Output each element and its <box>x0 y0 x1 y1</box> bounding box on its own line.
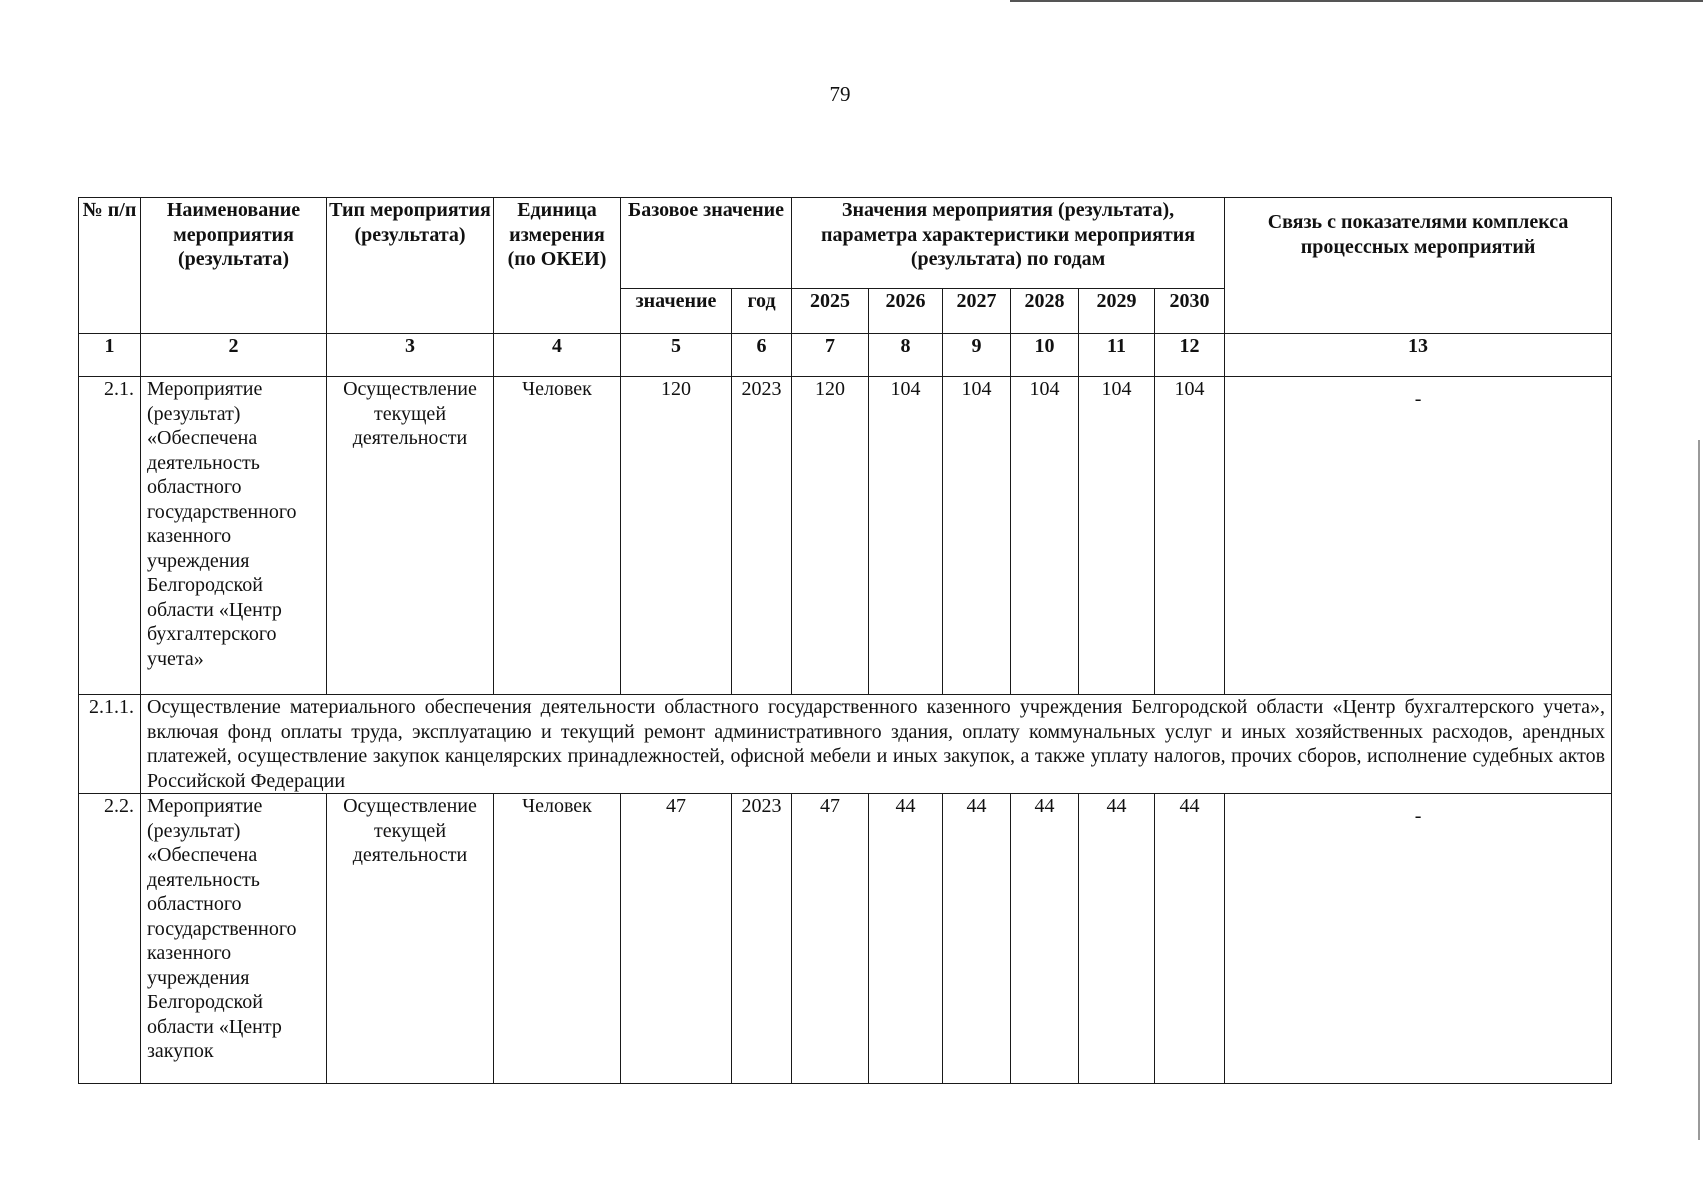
column-number: 6 <box>732 334 792 377</box>
table-row <box>79 695 1612 794</box>
value-2029: 44 <box>1079 794 1155 1084</box>
column-number: 7 <box>792 334 869 377</box>
row-number: 2.2. <box>79 794 141 1084</box>
header-year-2029: 2029 <box>1079 289 1155 334</box>
page-number: 79 <box>829 82 851 106</box>
column-number: 5 <box>621 334 732 377</box>
table-row <box>79 794 1612 1084</box>
column-number: 3 <box>327 334 494 377</box>
activity-type: Осуществление текущей деятельности <box>327 794 494 1084</box>
table-row <box>79 377 1612 695</box>
row-number: 2.1.1. <box>79 695 141 794</box>
value-2025: 120 <box>792 377 869 695</box>
header-values: Значения мероприятия (результата), параметра характеристики мероприятия (результата) по годам <box>792 198 1225 289</box>
header-link: Связь с показателями комплекса процессных мероприятий <box>1225 198 1612 334</box>
header-base-year: год <box>732 289 792 334</box>
scan-edge-line <box>1010 0 1703 2</box>
activity-description: Осуществление материального обеспечения деятельности областного государственного казенного учреждения Белгородской области «Центр бухгалтерского учета», включая фонд оплаты труда, эксплуатацию и текущий ремонт административного здания, оплату коммунальных услуг и иных хозяйственных расходов, арендных платежей, осуществление закупок канцелярских принадлежностей, офисной мебели и иных закупок, а также уплату налогов, прочих сборов, исполнение судебных актов Российской Федерации <box>141 695 1612 794</box>
value-2030: 104 <box>1155 377 1225 695</box>
header-base: Базовое значение <box>621 198 792 289</box>
value-2025: 47 <box>792 794 869 1084</box>
header-row <box>79 198 1612 289</box>
column-number: 8 <box>869 334 943 377</box>
activity-unit: Человек <box>494 377 621 695</box>
activity-name: Мероприятие (результат) «Обеспечена деятельность областного государственного казенного учреждения Белгородской области «Центр закупок <box>141 794 327 1084</box>
header-year-2026: 2026 <box>869 289 943 334</box>
header-base-value: значение <box>621 289 732 334</box>
header-num: № п/п <box>79 198 141 334</box>
base-value: 47 <box>621 794 732 1084</box>
activities-table <box>78 197 1612 1084</box>
indicator-link: - <box>1225 794 1612 1084</box>
indicator-link: - <box>1225 377 1612 695</box>
column-number: 13 <box>1225 334 1612 377</box>
column-number: 4 <box>494 334 621 377</box>
activity-name: Мероприятие (результат) «Обеспечена деятельность областного государственного казенного учреждения Белгородской области «Центр бухгалтерского учета» <box>141 377 327 695</box>
activity-type: Осуществление текущей деятельности <box>327 377 494 695</box>
value-2026: 44 <box>869 794 943 1084</box>
header-year-2028: 2028 <box>1011 289 1079 334</box>
header-unit: Единица измерения (по ОКЕИ) <box>494 198 621 334</box>
column-number: 2 <box>141 334 327 377</box>
value-2026: 104 <box>869 377 943 695</box>
header-type: Тип мероприятия (результата) <box>327 198 494 334</box>
header-year-2030: 2030 <box>1155 289 1225 334</box>
column-number: 12 <box>1155 334 1225 377</box>
value-2027: 104 <box>943 377 1011 695</box>
base-value: 120 <box>621 377 732 695</box>
base-year: 2023 <box>732 377 792 695</box>
column-number: 1 <box>79 334 141 377</box>
column-number-row <box>79 334 1612 377</box>
value-2028: 44 <box>1011 794 1079 1084</box>
column-number: 9 <box>943 334 1011 377</box>
value-2029: 104 <box>1079 377 1155 695</box>
value-2028: 104 <box>1011 377 1079 695</box>
activity-unit: Человек <box>494 794 621 1084</box>
header-year-2025: 2025 <box>792 289 869 334</box>
row-number: 2.1. <box>79 377 141 695</box>
value-2030: 44 <box>1155 794 1225 1084</box>
header-year-2027: 2027 <box>943 289 1011 334</box>
base-year: 2023 <box>732 794 792 1084</box>
value-2027: 44 <box>943 794 1011 1084</box>
column-number: 11 <box>1079 334 1155 377</box>
header-name: Наименование мероприятия (результата) <box>141 198 327 334</box>
column-number: 10 <box>1011 334 1079 377</box>
scan-edge-shadow <box>1698 440 1700 1140</box>
